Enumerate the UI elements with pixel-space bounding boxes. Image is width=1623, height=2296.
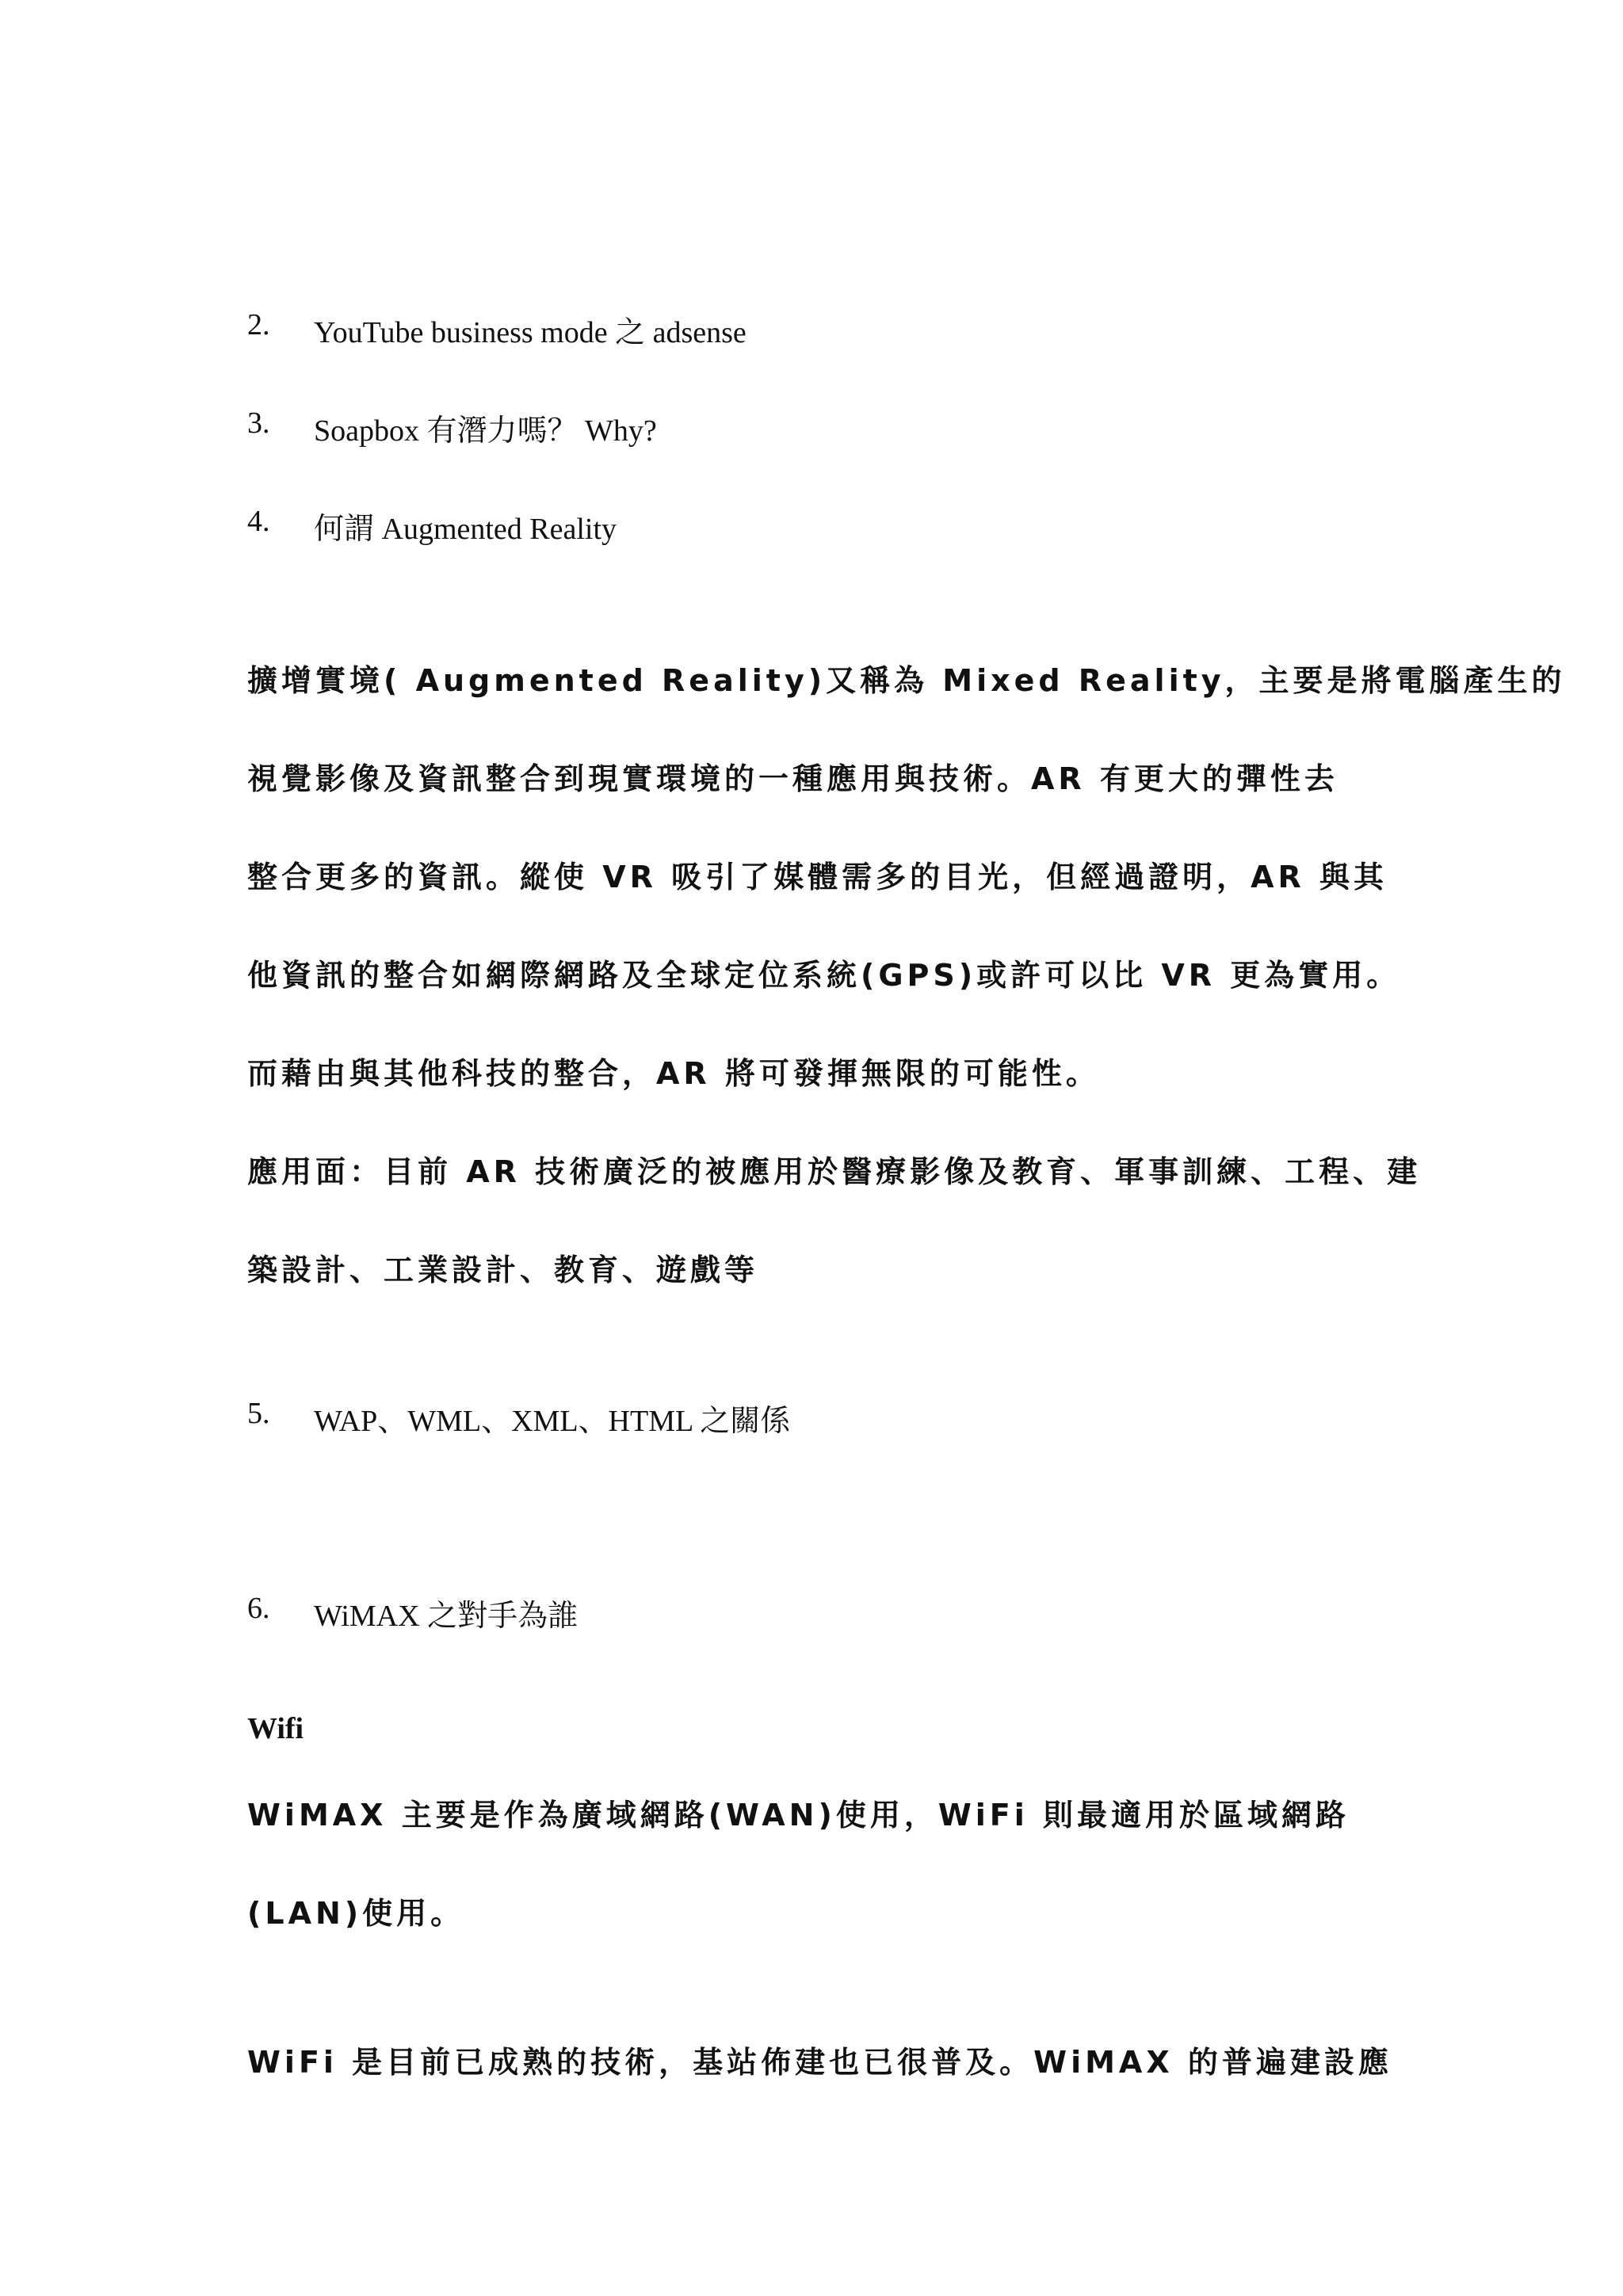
question-number: 3.	[247, 406, 270, 440]
question-text: WAP、WML、XML、HTML 之關係	[314, 1405, 791, 1438]
wifi-heading: Wifi	[247, 1712, 304, 1745]
ar-paragraph-line: 整合更多的資訊。縱使 VR 吸引了媒體需多的目光，但經過證明，AR 與其	[247, 860, 1388, 894]
question-text: WiMAX 之對手為誰	[314, 1600, 579, 1633]
question-text: 何謂 Augmented Reality	[314, 513, 617, 546]
ar-paragraph-line: 他資訊的整合如網際網路及全球定位系統(GPS)或許可以比 VR 更為實用。	[247, 958, 1401, 993]
wifi-paragraph-line: WiFi 是目前已成熟的技術，基站佈建也已很普及。WiMAX 的普遍建設應	[247, 2045, 1392, 2080]
ar-paragraph-line: 視覺影像及資訊整合到現實環境的一種應用與技術。AR 有更大的彈性去	[247, 761, 1338, 796]
ar-application-line: 應用面：目前 AR 技術廣泛的被應用於醫療影像及教育、軍事訓練、工程、建	[247, 1154, 1422, 1189]
question-number: 6.	[247, 1592, 270, 1625]
wimax-paragraph-line: (LAN)使用。	[247, 1896, 465, 1931]
question-text: YouTube business mode 之 adsense	[314, 316, 747, 349]
wimax-paragraph-line: WiMAX 主要是作為廣域網路(WAN)使用，WiFi 則最適用於區域網路	[247, 1798, 1350, 1833]
question-number: 2.	[247, 308, 270, 341]
ar-paragraph-line: 擴增實境( Augmented Reality)又稱為 Mixed Reality，主要是將電腦產生的	[247, 663, 1566, 698]
ar-application-line: 築設計、工業設計、教育、遊戲等	[247, 1253, 759, 1287]
question-number: 5.	[247, 1397, 270, 1430]
question-number: 4.	[247, 505, 270, 538]
question-text: Soapbox 有潛力嗎？ Why?	[314, 414, 657, 448]
ar-paragraph-line: 而藉由與其他科技的整合，AR 將可發揮無限的可能性。	[247, 1056, 1100, 1091]
